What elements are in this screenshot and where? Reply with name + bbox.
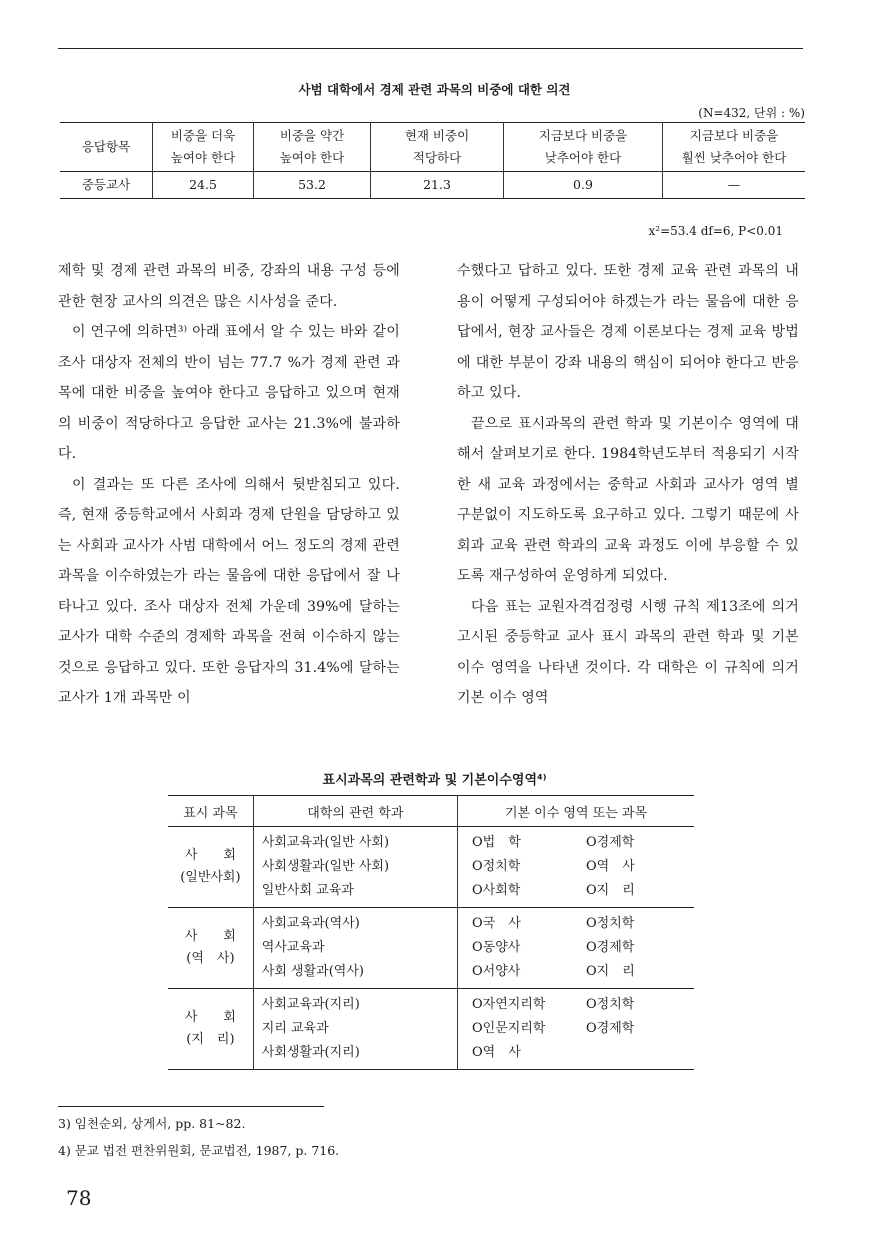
table2-group-row: [168, 989, 694, 1070]
area-item: O법 학: [472, 835, 521, 850]
area-item: [586, 1041, 686, 1065]
subject-area-table: [168, 795, 694, 1070]
body-paragraph: 이 결과는 또 다른 조사에 의해서 뒷받침되고 있다. 즉, 현재 중등학교에서 사회과 경제 단원을 담당하고 있는 사회과 교사가 사범 대학에서 어느 정도의 경제 관련 과목을 이수하였는가 라는 물음에 대한 응답에서 잘 나타나고 있다. 조사 대상자 전체 가운데 39%에 달하는 교사가 대학 수준의 경제학 과목을 전혀 이수하지 않는 것으로 응답하고 있다. 또한 응답자의 31.4%에 달하는 교사가 1개 과목만 이: [58, 476, 400, 706]
department-cell: [253, 989, 457, 1070]
footnote-rule: [58, 1106, 324, 1107]
area-item: O역 사: [472, 1045, 521, 1060]
body-paragraph: 제학 및 경제 관련 과목의 비중, 강좌의 내용 구성 등에 관한 현장 교사의 의견은 많은 시사성을 준다.: [58, 263, 400, 310]
department-item: 사회생활과(일반 사회): [261, 859, 390, 874]
page-number: 78: [66, 1186, 92, 1210]
department-cell: [253, 827, 457, 908]
area-item: O정치학: [472, 859, 521, 874]
subject-line: (역 사): [186, 951, 235, 966]
table1-header-cell: 현재 비중이 적당하다: [371, 123, 504, 172]
table1-header-cell: 비중을 더욱 높여야 한다: [153, 123, 254, 172]
department-item: 사회교육과(역사): [261, 916, 360, 931]
table1-header-cell: 지금보다 비중을 훨씬 낮추어야 한다: [663, 123, 806, 172]
footnote: 3) 임천순외, 상게서, pp. 81~82.: [58, 1116, 246, 1131]
area-item: O역 사: [586, 859, 635, 874]
body-column-left: [58, 256, 400, 714]
table1-cell: 24.5: [153, 172, 254, 199]
area-item: O서양사: [472, 964, 521, 979]
area-item: O인문지리학: [472, 1021, 546, 1036]
table1-header-cell: 지금보다 비중을 낮추어야 한다: [504, 123, 663, 172]
table1-header-cell: 응답항목: [81, 139, 131, 154]
body-paragraph: 끝으로 표시과목의 관련 학과 및 기본이수 영역에 대해서 살펴보기로 한다. 1984학년도부터 적용되기 시작한 새 교육 과정에서는 중학교 사회과 교사가 영역 별 구분없이 지도하도록 요구하고 있다. 그렇기 때문에 사회과 교육 관련 학과의 교육 과정도 이에 부응할 수 있도록 재구성하여 운영하게 되었다.: [457, 415, 799, 584]
department-item: 역사교육과: [261, 940, 325, 955]
table1-data-row: [60, 172, 805, 199]
body-paragraph: 수했다고 답하고 있다. 또한 경제 교육 관련 과목의 내용이 어떻게 구성되어야 하겠는가 라는 물음에 대한 응답에서, 현장 교사들은 경제 이론보다는 경제 교육 방법에 대한 부분이 강좌 내용의 핵심이 되어야 한다고 반응하고 있다.: [457, 263, 799, 401]
subject-line: 사 회: [184, 1010, 236, 1025]
area-item: O사회학: [472, 883, 521, 898]
table1-header-cell: 비중을 약간 높여야 한다: [254, 123, 371, 172]
area-item: O경제학: [586, 835, 635, 850]
department-item: 사회 생활과(역사): [261, 964, 364, 979]
table2-group-row: [168, 827, 694, 908]
subject-cell: [168, 827, 253, 908]
area-item: O정치학: [586, 997, 635, 1012]
area-cell: [458, 827, 695, 908]
subject-line: 사 회: [184, 929, 236, 944]
table1-header-row: [60, 123, 805, 172]
table1-cell: 0.9: [504, 172, 663, 199]
body-paragraph: 다음 표는 교원자격검정령 시행 규칙 제13조에 의거 고시된 중등학교 교사 표시 과목의 관련 학과 및 기본 이수 영역을 나타낸 것이다. 각 대학은 이 규칙에 의거 기본 이수 영역: [457, 598, 799, 706]
table1-cell: —: [663, 172, 806, 199]
subject-cell: [168, 908, 253, 989]
table1-title: 사범 대학에서 경제 관련 과목의 비중에 대한 의견: [298, 82, 571, 97]
table1-cell: 21.3: [371, 172, 504, 199]
body-column-right: [457, 256, 799, 714]
table1-cell: 중등교사: [81, 177, 131, 192]
opinion-table: [60, 122, 805, 199]
body-paragraph: 이 연구에 의하면³⁾ 아래 표에서 알 수 있는 바와 같이 조사 대상자 전체의 반이 넘는 77.7 %가 경제 관련 과목에 대한 비중을 높여야 한다고 응답하고 있으며 현재의 비중이 적당하다고 응답한 교사는 21.3%에 불과하다.: [58, 324, 400, 462]
area-grid: [472, 912, 686, 984]
area-item: O지 리: [586, 964, 635, 979]
area-item: O국 사: [472, 916, 521, 931]
table2-group-row: [168, 908, 694, 989]
table2-header-cell: 기본 이수 영역 또는 과목: [458, 796, 695, 827]
area-item: O지 리: [586, 883, 635, 898]
department-item: 사회교육과(일반 사회): [261, 835, 390, 850]
subject-cell: [168, 989, 253, 1070]
area-cell: [458, 989, 695, 1070]
top-rule: [58, 48, 803, 49]
department-item: 일반사회 교육과: [261, 883, 354, 898]
department-item: 사회교육과(지리): [261, 997, 360, 1012]
subject-line: (일반사회): [180, 870, 241, 885]
table2-header-row: [168, 796, 694, 827]
table1-cell: 53.2: [254, 172, 371, 199]
department-item: 사회생활과(지리): [261, 1045, 360, 1060]
table2-title: 표시과목의 관련학과 및 기본이수영역⁴⁾: [322, 773, 547, 788]
area-item: O자연지리학: [472, 997, 546, 1012]
area-item: O동양사: [472, 940, 521, 955]
area-cell: [458, 908, 695, 989]
area-item: O정치학: [586, 916, 635, 931]
table2-header-cell: 표시 과목: [183, 805, 238, 821]
department-cell: [253, 908, 457, 989]
area-item: O경제학: [586, 1021, 635, 1036]
subject-line: (지 리): [186, 1032, 235, 1047]
area-grid: [472, 831, 686, 903]
footnote: 4) 문교 법전 편찬위원회, 문교법전, 1987, p. 716.: [58, 1143, 340, 1158]
table1-meta: (N=432, 단위 : %): [698, 106, 805, 120]
area-grid: [472, 993, 686, 1065]
subject-line: 사 회: [184, 848, 236, 863]
table2-header-cell: 대학의 관련 학과: [253, 796, 457, 827]
area-item: O경제학: [586, 940, 635, 955]
table1-stats: x²=53.4 df=6, P<0.01: [648, 224, 783, 238]
department-item: 지리 교육과: [261, 1021, 329, 1036]
